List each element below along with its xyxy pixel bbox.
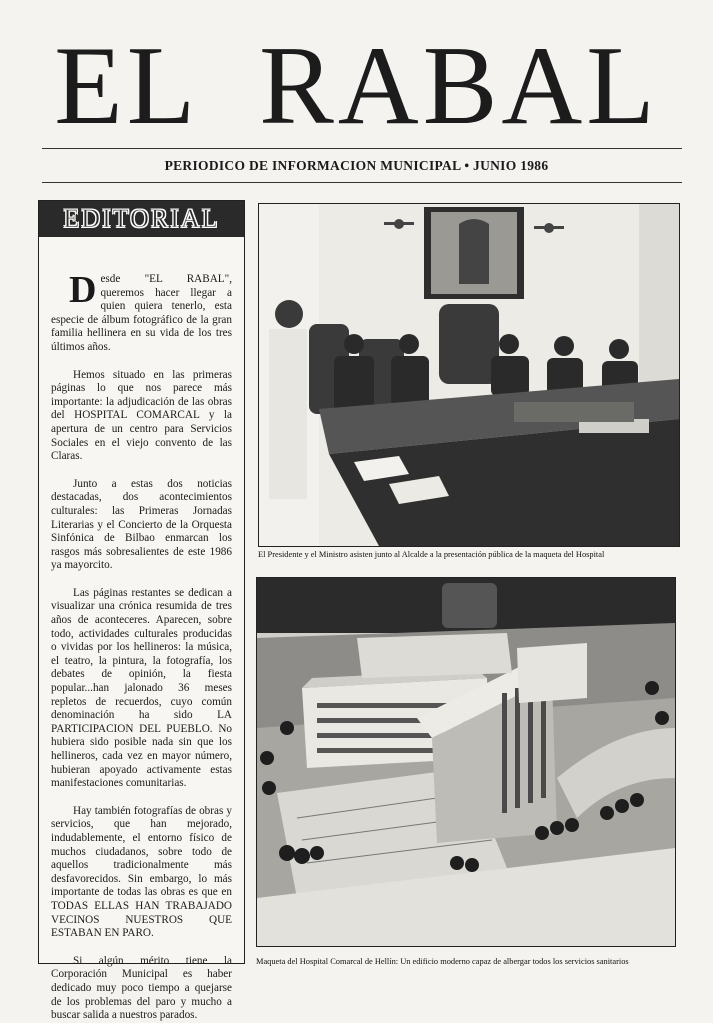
editorial-paragraph: Hemos situado en las primeras páginas lo que nos parece más importante: la adjudicación de las obras del HOSPITAL COMARCAL y la apertura de un centro para Servicios Sociales en el viejo convento de las Claras.	[51, 368, 232, 463]
top-rule	[42, 148, 682, 149]
photo-hospital-model	[256, 577, 676, 947]
photo-caption: El Presidente y el Ministro asisten junto al Alcalde a la presentación pública de la maqueta del Hospital	[258, 550, 605, 559]
masthead-word-el: EL	[54, 24, 200, 148]
drop-cap: D	[69, 269, 97, 311]
editorial-column	[38, 200, 245, 1022]
editorial-body	[39, 237, 244, 1023]
editorial-paragraph: Junto a estas dos noticias destacadas, dos acontecimientos culturales: las Primeras Jornadas Literarias y el Concierto de la Orquesta Sinfónica de Bilbao enmarcan los rasgos más sobresalientes de este 1986 ya mayorcito.	[51, 477, 232, 572]
masthead-word-rabal: RABAL	[259, 24, 659, 148]
bottom-rule	[42, 182, 682, 183]
editorial-paragraph	[51, 269, 232, 355]
editorial-paragraph: Hay también fotografías de obras y servicios, que han mejorado, indudablemente, el entorno físico de muchos ciudadanos, sobre todo de aquellos tradicionalmente más desfavorecidos. Sin embargo, lo más importante de todas las obras es que en TODAS ELLAS HAN TRABAJADO VECINOS NUESTROS QUE ESTABAN EN PARO.	[51, 804, 232, 940]
hospital-model-illustration	[257, 578, 675, 946]
editorial-heading: EDITORIAL	[63, 204, 220, 233]
council-scene-illustration	[259, 204, 679, 546]
editorial-paragraph: Si algún mérito tiene la Corporación Municipal es haber dedicado muy poco tiempo a quejarse de los problemas del paro y mucho a buscar salida a nuestros parados.	[51, 954, 232, 1022]
editorial-paragraph: Las páginas restantes se dedican a visualizar una crónica resumida de tres años de aconteceres. Aparecen, sobre todo, actividades culturales producidas o vividas por los hellineros: la música, el teatro, la pintura, la fotografía, los debates de opinión, la fiesta popular...han jalonado 36 meses repletos de recuerdos, cuyo común denominación ha sido LA PARTICIPACION DEL PUEBLO. No hubiera sido posible nada sin que los hellineros, cada vez en mayor número, hubieran apoyado activamente estas manifestaciones comunitarias.	[51, 586, 232, 790]
masthead-title	[0, 24, 713, 148]
editorial-paragraph-text: esde "EL RABAL", queremos hacer llegar a quien quiera tenerlo, esta especie de álbum fotográfico de la gran familia hellinera en su vida de los tres últimos años.	[51, 273, 232, 353]
photo-council-presentation	[258, 203, 680, 547]
photo-caption: Maqueta del Hospital Comarcal de Hellín: Un edificio moderno capaz de albergar todos los servicios sanitarios	[256, 957, 629, 966]
newspaper-subtitle: PERIODICO DE INFORMACION MUNICIPAL • JUNIO 1986	[164, 158, 549, 173]
editorial-heading-bar	[39, 201, 244, 237]
